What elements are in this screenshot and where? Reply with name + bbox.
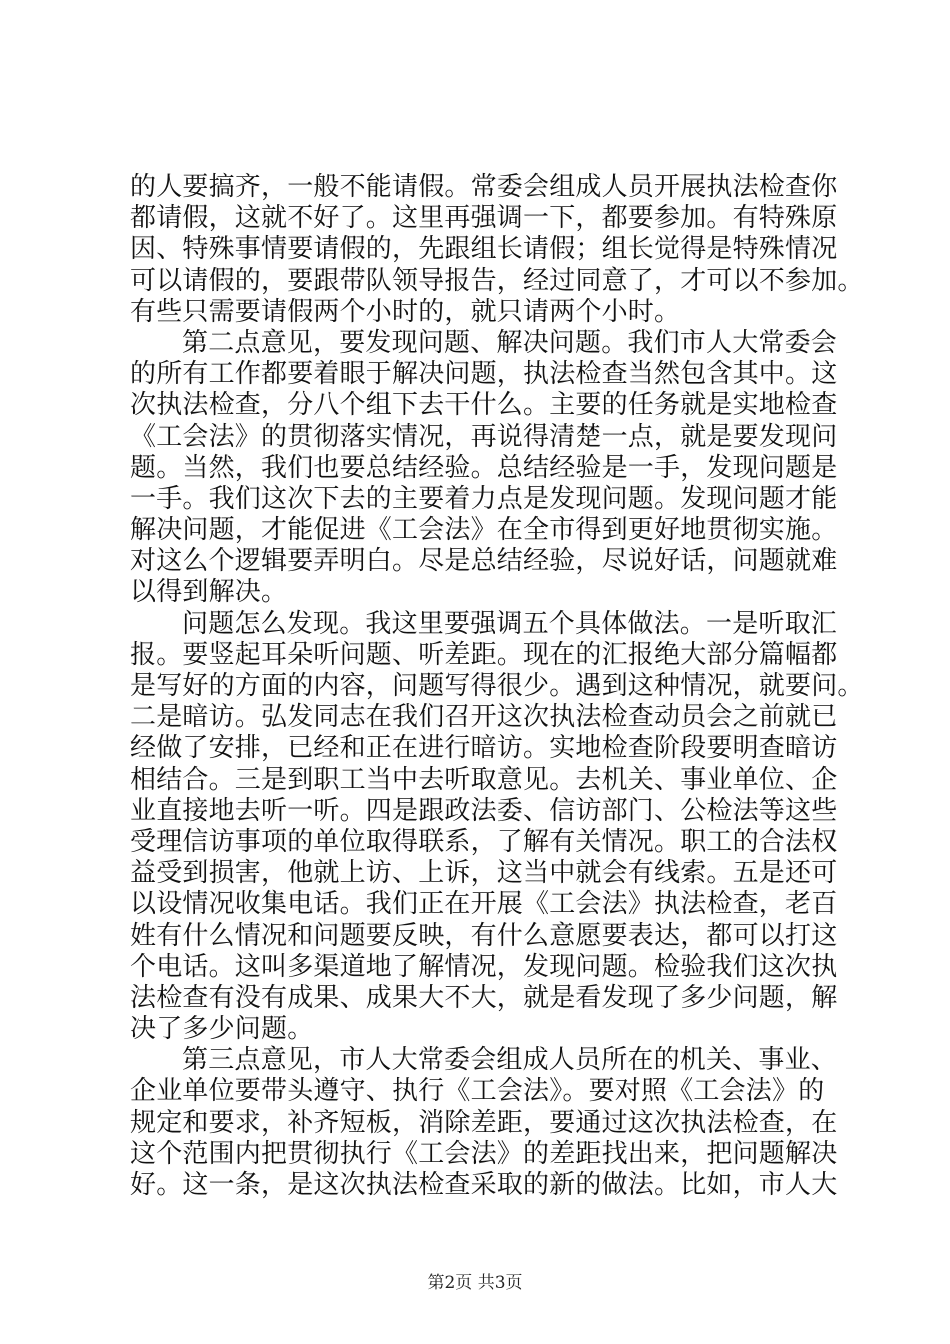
text-line: 一手。我们这次下去的主要着力点是发现问题。发现问题才能 (130, 483, 838, 514)
text-line: 相结合。三是到职工当中去听取意见。去机关、事业单位、企 (130, 764, 838, 795)
text-line: 的人要搞齐，一般不能请假。常委会组成人员开展执法检查你 (130, 172, 838, 202)
text-line: 《工会法》的贯彻落实情况，再说得清楚一点，就是要发现问 (130, 421, 838, 452)
text-line: 因、特殊事情要请假的，先跟组长请假；组长觉得是特殊情况 (130, 234, 838, 265)
text-line: 规定和要求，补齐短板，消除差距，要通过这次执法检查，在 (130, 1107, 838, 1138)
text-line: 法检查有没有成果、成果大不大，就是看发现了多少问题，解 (130, 982, 838, 1013)
text-line: 次执法检查，分八个组下去干什么。主要的任务就是实地检查 (130, 390, 838, 421)
text-line: 有些只需要请假两个小时的，就只请两个小时。 (130, 296, 681, 327)
text-line: 企业单位要带头遵守、执行《工会法》。要对照《工会法》的 (130, 1076, 825, 1107)
text-line: 的所有工作都要着眼于解决问题，执法检查当然包含其中。这 (130, 359, 838, 390)
text-line: 业直接地去听一听。四是跟政法委、信访部门、公检法等这些 (130, 795, 838, 826)
text-line: 都请假，这就不好了。这里再强调一下，都要参加。有特殊原 (130, 203, 838, 234)
text-line: 个电话。这叫多渠道地了解情况，发现问题。检验我们这次执 (130, 951, 838, 982)
page-number-footer: 第2页 共3页 (427, 1273, 523, 1293)
text-line: 益受到损害，他就上访、上诉，这当中就会有线索。五是还可 (130, 858, 838, 889)
paragraph-start-line: 问题怎么发现。我这里要强调五个具体做法。一是听取汇 (182, 608, 838, 639)
text-line: 可以请假的，要跟带队领导报告，经过同意了，才可以不参加。 (130, 265, 864, 296)
text-line: 受理信访事项的单位取得联系，了解有关情况。职工的合法权 (130, 826, 838, 857)
paragraph-start-line: 第三点意见，市人大常委会组成人员所在的机关、事业、 (182, 1045, 838, 1076)
text-line: 经做了安排，已经和正在进行暗访。实地检查阶段要明查暗访 (130, 733, 838, 764)
text-line: 以得到解决。 (130, 577, 288, 608)
text-line: 以设情况收集电话。我们正在开展《工会法》执法检查，老百 (130, 889, 838, 920)
text-line: 好。这一条，是这次执法检查采取的新的做法。比如，市人大 (130, 1170, 838, 1200)
text-line: 题。当然，我们也要总结经验。总结经验是一手，发现问题是 (130, 452, 838, 483)
text-line: 对这么个逻辑要弄明白。尽是总结经验，尽说好话，问题就难 (130, 546, 838, 577)
text-line: 这个范围内把贯彻执行《工会法》的差距找出来，把问题解决 (130, 1138, 838, 1169)
text-line: 解决问题，才能促进《工会法》在全市得到更好地贯彻实施。 (130, 515, 838, 546)
text-line: 决了多少问题。 (130, 1014, 314, 1045)
document-body (130, 172, 864, 1201)
text-line: 姓有什么情况和问题要反映，有什么意愿要表达，都可以打这 (130, 920, 838, 951)
text-line: 是写好的方面的内容，问题写得很少。遇到这种情况，就要问。 (130, 671, 864, 701)
text-line: 二是暗访。弘发同志在我们召开这次执法检查动员会之前就已 (130, 702, 838, 733)
paragraph-start-line: 第二点意见，要发现问题、解决问题。我们市人大常委会 (182, 327, 838, 358)
text-line: 报。要竖起耳朵听问题、听差距。现在的汇报绝大部分篇幅都 (130, 639, 838, 670)
